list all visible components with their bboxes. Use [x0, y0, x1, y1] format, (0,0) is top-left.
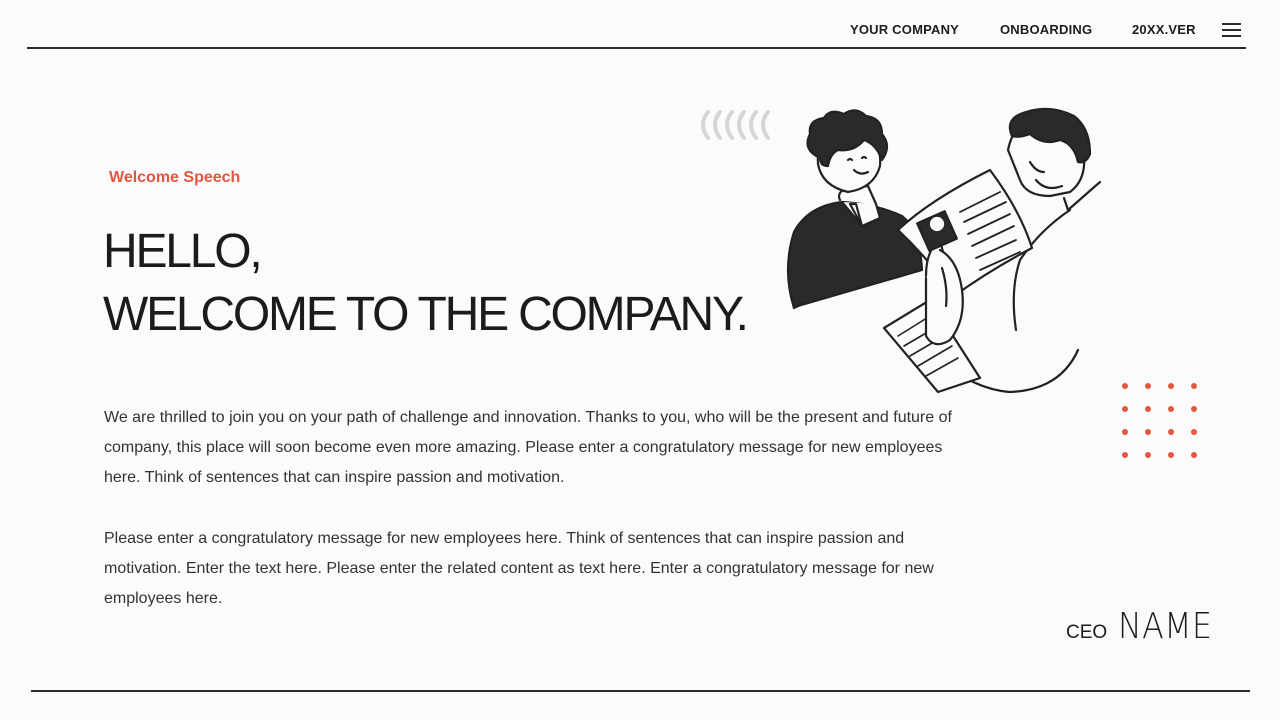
body-paragraph-1: We are thrilled to join you on your path of challenge and innovation. Thanks to you, who will be the present and future of company, this place will soon become even more amazing. Please enter a congratulatory message for new employees here. Think of sentences that can inspire passion and motivation. [104, 409, 952, 486]
signature-role: CEO [1066, 622, 1108, 643]
nav-version[interactable]: 20XX.VER [1132, 22, 1196, 37]
ceo-signature [1066, 606, 1225, 647]
body-paragraph-2: Please enter a congratulatory message for new employees here. Think of sentences that can inspire passion and motivation. Enter the text here. Please enter the related content as text here. Enter a congratulatory message for new employees here. [104, 530, 934, 607]
bottom-divider [31, 690, 1250, 692]
headline-line-2: WELCOME TO THE COMPANY. [103, 288, 747, 341]
dot-grid-decoration [1118, 380, 1208, 464]
headline-line-1: HELLO, [103, 225, 261, 278]
people-reading-newspaper-illustration [690, 100, 1120, 410]
woman-figure-icon [788, 110, 922, 308]
nav-onboarding[interactable]: ONBOARDING [1000, 22, 1093, 37]
newspaper-icon [884, 170, 1032, 392]
sound-wave-icon [703, 112, 768, 138]
section-subtitle: Welcome Speech [109, 169, 241, 186]
page-headline [103, 220, 747, 346]
nav-company[interactable]: YOUR COMPANY [850, 22, 960, 37]
signature-name: NAME [1117, 606, 1213, 647]
hamburger-menu-icon[interactable] [1222, 22, 1242, 38]
top-divider [27, 47, 1246, 49]
